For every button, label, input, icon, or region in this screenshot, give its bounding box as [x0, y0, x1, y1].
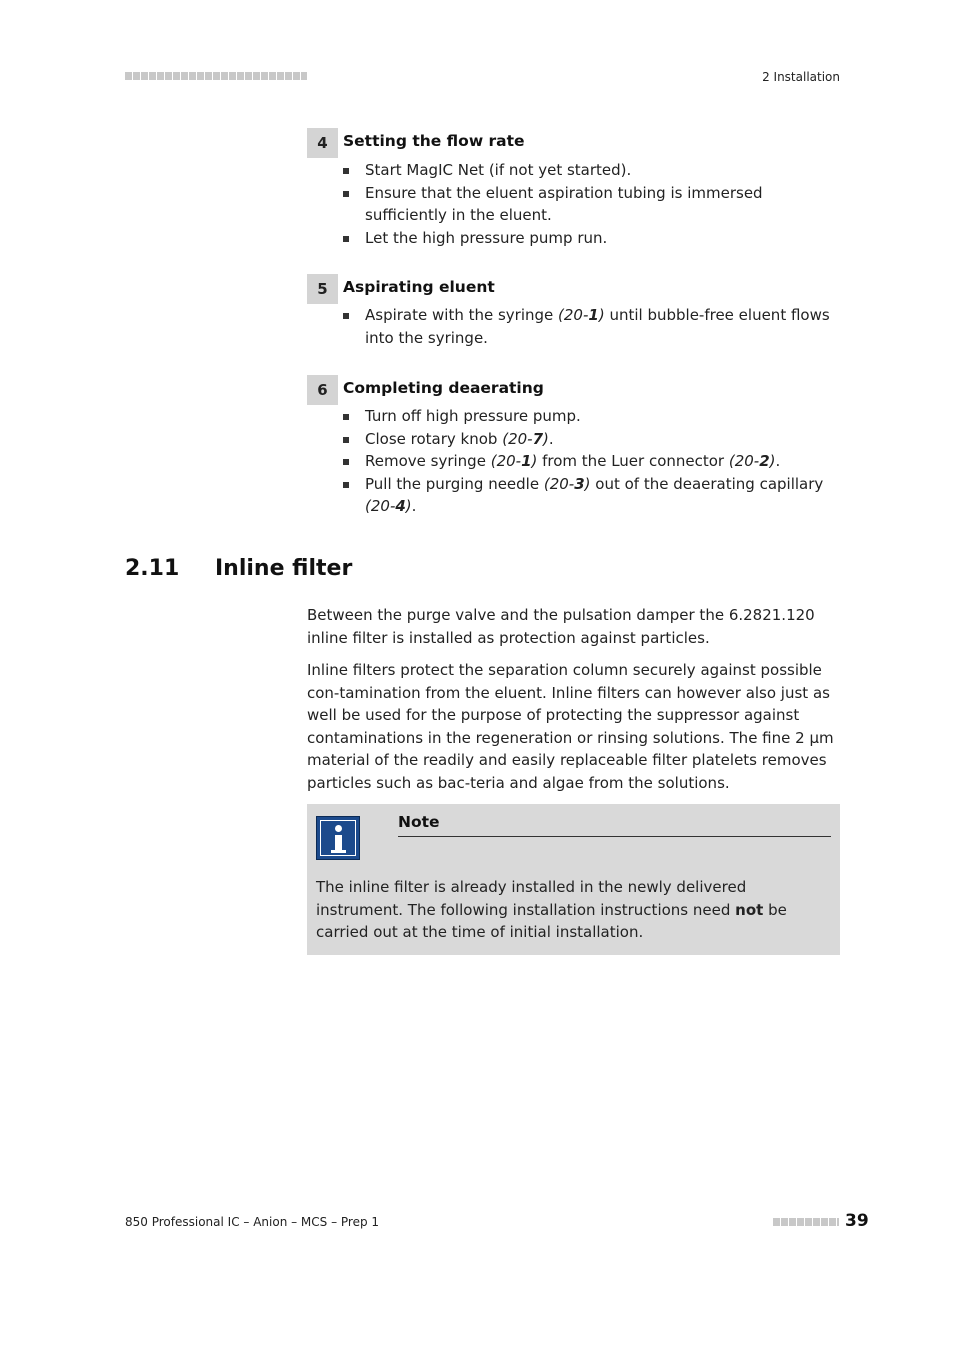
step-6-list [342, 405, 842, 518]
step-title: Completing deaerating [343, 379, 544, 397]
list-item: Aspirate with the syringe (20-1) until bubble-free eluent flows into the syringe. [342, 304, 842, 349]
section-title: Inline filter [215, 556, 353, 581]
step-4-list [342, 159, 842, 249]
note-divider [398, 836, 831, 837]
step-number: 5 [307, 274, 338, 304]
step-title: Aspirating eluent [343, 278, 495, 296]
paragraph: Between the purge valve and the pulsation damper the 6.2821.120 inline filter is installed as protection against particles. [307, 606, 815, 647]
paragraph: Inline filters protect the separation column securely against possible con-tamination from the eluent. Inline filters can however also just as well be used for the purpose of protecting the suppressor against contaminations in the regeneration or rinsing solutions. The fine 2 µm material of the readily and easily replaceable filter platelets removes particles such as bac-teria and algae from the solutions. [307, 661, 834, 792]
step-number: 4 [307, 128, 338, 158]
list-item: Close rotary knob (20-7). [342, 428, 842, 451]
note-text: The inline filter is already installed in the newly delivered instrument. The following installation instructions need not be carried out at the time of initial installation. [316, 878, 787, 941]
step-title: Setting the flow rate [343, 132, 525, 150]
footer-doc-title: 850 Professional IC – Anion – MCS – Prep 1 [125, 1215, 380, 1229]
list-item: Let the high pressure pump run. [342, 227, 842, 250]
page-number: 39 [845, 1211, 869, 1231]
info-icon [316, 816, 360, 860]
header-decoration [125, 72, 307, 80]
footer-decoration [773, 1218, 839, 1226]
list-item: Remove syringe (20-1) from the Luer connector (20-2). [342, 450, 842, 473]
step-5-list [342, 304, 842, 349]
list-item: Ensure that the eluent aspiration tubing is immersed sufficiently in the eluent. [342, 182, 842, 227]
list-item: Turn off high pressure pump. [342, 405, 842, 428]
section-number: 2.11 [125, 556, 180, 581]
list-item: Start MagIC Net (if not yet started). [342, 159, 842, 182]
note-title: Note [398, 813, 440, 831]
step-number: 6 [307, 375, 338, 405]
running-header-chapter: 2 Installation [762, 70, 840, 84]
list-item: Pull the purging needle (20-3) out of the deaerating capillary (20-4). [342, 473, 842, 518]
